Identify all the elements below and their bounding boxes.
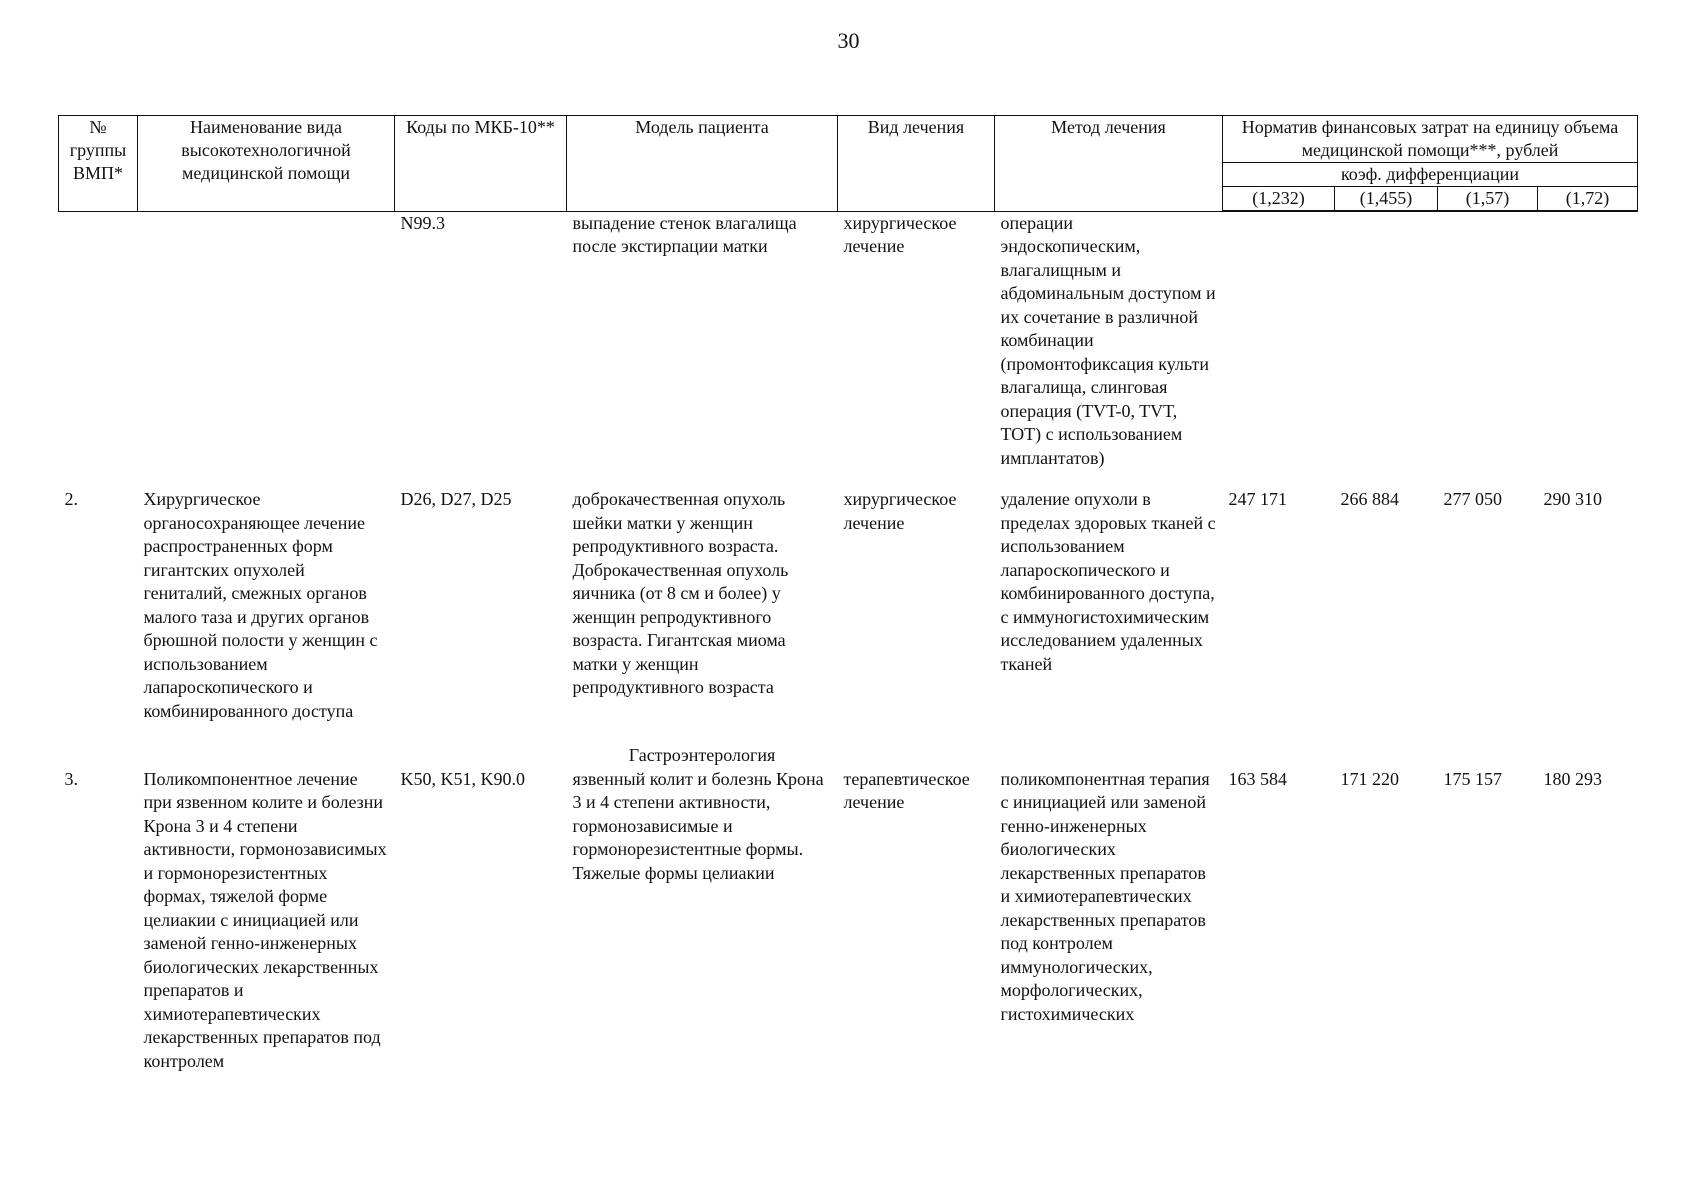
row-value-4: 290 310 xyxy=(1543,489,1602,509)
header-group-no: № группы ВМП* xyxy=(59,116,138,212)
row-value-1: 247 171 xyxy=(1228,489,1287,509)
row-name xyxy=(138,211,395,488)
header-codes: Коды по МКБ-10** xyxy=(395,116,567,212)
row-treatment: хирургическое лечение xyxy=(843,212,957,256)
row-value-3 xyxy=(1438,211,1538,488)
row-number: 3. xyxy=(64,768,78,789)
header-coef-2: (1,455) xyxy=(1335,187,1438,212)
row-value-2: 171 220 xyxy=(1340,768,1399,789)
row-model-cell xyxy=(567,744,838,1073)
row-codes: N99.3 xyxy=(400,212,445,233)
vmp-table xyxy=(58,115,1638,1073)
row-name: Поликомпонентное лечение при язвенном колите и болезни Крона 3 и 4 степени активности, гормонозависимых и гормонорезистентных формах, тяжелой форме целиакии с инициацией или заменой генно-инженерных биологических лекарственных препаратов и химиотерапевтических лекарственных препаратов под контролем xyxy=(143,768,387,1071)
section-heading: Гастроэнтерология xyxy=(628,745,776,765)
header-coef-4: (1,72) xyxy=(1538,187,1638,212)
header-name: Наименование вида высокотехнологичной медицинской помощи xyxy=(138,116,395,212)
header-coef-1: (1,232) xyxy=(1223,187,1335,212)
row-model: доброкачественная опухоль шейки матки у женщин репродуктивного возраста. Доброкачественная опухоль яичника (от 8 см и более) у женщин репродуктивного возраста. Гигантская миома матки у женщин репродуктивного возраста xyxy=(572,489,789,697)
row-number: 2. xyxy=(64,489,78,509)
header-norm: Норматив финансовых затрат на единицу объема медицинской помощи***, рублей xyxy=(1223,116,1638,163)
table-row xyxy=(59,488,1638,744)
row-codes: D26, D27, D25 xyxy=(400,489,512,509)
row-number xyxy=(59,211,138,488)
row-value-3: 277 050 xyxy=(1443,489,1502,509)
row-method: удаление опухоли в пределах здоровых тканей с использованием лапароскопического и комбинированного доступа, с иммуногистохимическим исследованием удаленных тканей xyxy=(1000,489,1216,674)
header-coef-label: коэф. дифференциации xyxy=(1223,163,1638,187)
row-method: операции эндоскопическим, влагалищным и абдоминальным доступом и их сочетание в различной комбинации (промонтофиксация культи влагалища, слинговая операция (TVT-0, TVT, TOT) с использованием имплантатов) xyxy=(1000,212,1216,468)
table-row xyxy=(59,211,1638,488)
page-number: 30 xyxy=(837,28,860,53)
row-value-4: 180 293 xyxy=(1543,768,1602,789)
row-codes: K50, K51, K90.0 xyxy=(400,768,525,789)
header-method: Метод лечения xyxy=(995,116,1223,212)
row-value-3: 175 157 xyxy=(1443,768,1502,789)
header-coef-3: (1,57) xyxy=(1438,187,1538,212)
row-value-1: 163 584 xyxy=(1228,768,1287,789)
row-treatment: хирургическое лечение xyxy=(843,489,957,533)
row-value-1 xyxy=(1223,211,1335,488)
row-value-2 xyxy=(1335,211,1438,488)
header-model: Модель пациента xyxy=(567,116,838,212)
row-model: язвенный колит и болезнь Крона 3 и 4 степени активности, гормонозависимые и гормонорезистентные формы. Тяжелые формы целиакии xyxy=(572,768,824,883)
row-treatment: терапевтическое лечение xyxy=(843,768,970,812)
row-value-4 xyxy=(1538,211,1638,488)
row-name: Хирургическое органосохраняющее лечение распространенных форм гигантских опухолей гениталий, смежных органов малого таза и других органов брюшной полости у женщин с использованием лапароскопического и комбинированного доступа xyxy=(143,489,378,721)
header-treatment-type: Вид лечения xyxy=(838,116,995,212)
row-method: поликомпонентная терапия с инициацией или заменой генно-инженерных биологических лекарственных препаратов и химиотерапевтических лекарственных препаратов под контролем иммунологических, морфологических, гистохимических xyxy=(1000,768,1210,1024)
table-row xyxy=(59,744,1638,1073)
row-model: выпадение стенок влагалища после экстирпации матки xyxy=(572,212,797,256)
row-value-2: 266 884 xyxy=(1340,489,1399,509)
